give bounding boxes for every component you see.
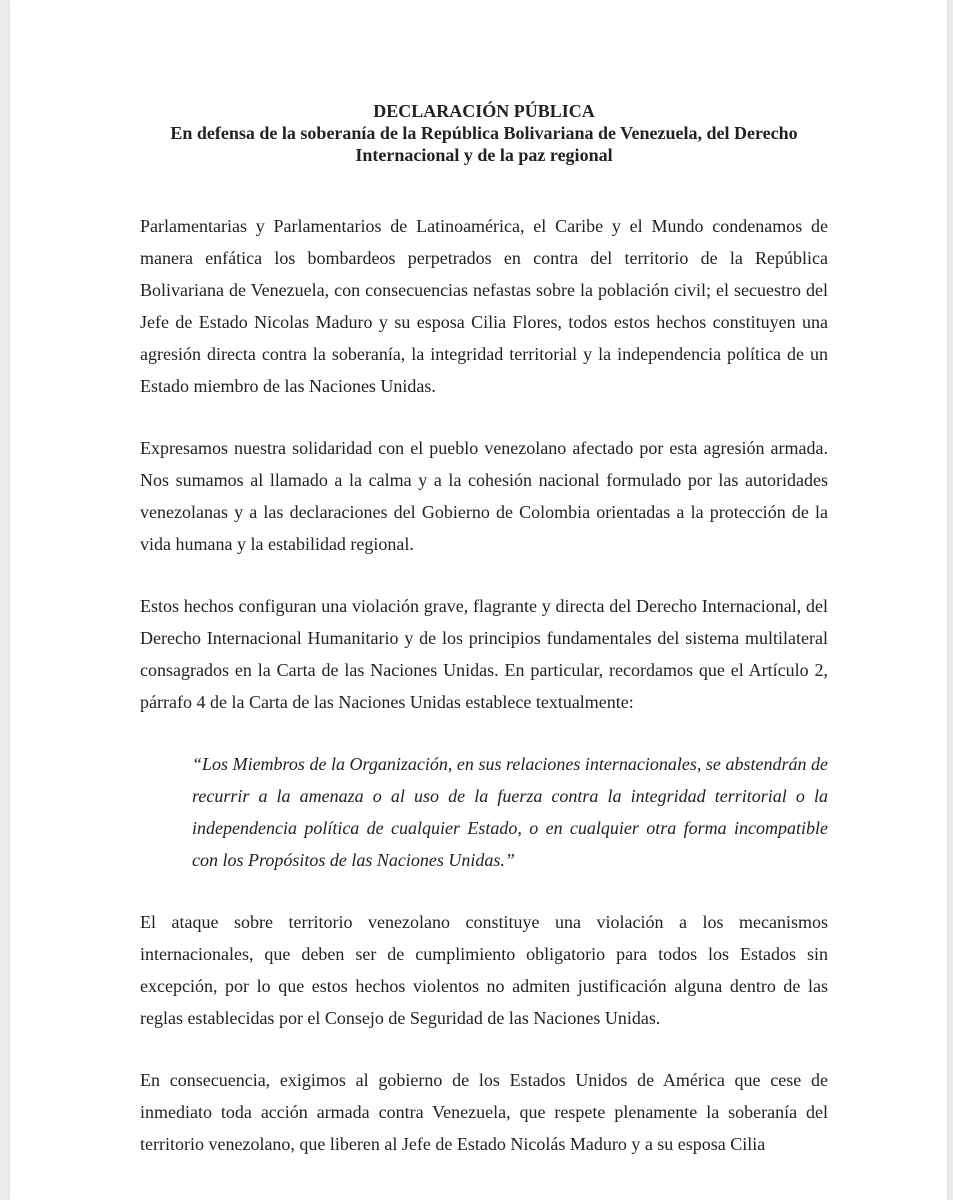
paragraph-international-law: Estos hechos configuran una violación grave, flagrante y directa del Derecho Internacional, del Derecho Internacional Humanitario y de los principios fundamentales del sistema multilateral consagrados en la Carta de las Naciones Unidas. En particular, recordamos que el Artículo 2, párrafo 4 de la Carta de las Naciones Unidas establece textualmente: [140, 596, 828, 712]
document-body [140, 100, 828, 1190]
paragraph-condemnation: Parlamentarias y Parlamentarios de Latinoamérica, el Caribe y el Mundo condenamos de manera enfática los bombardeos perpetrados en contra del territorio de la República Bolivariana de Venezuela, con consecuencias nefastas sobre la población civil; el secuestro del Jefe de Estado Nicolas Maduro y su esposa Cilia Flores, todos estos hechos constituyen una agresión directa contra la soberanía, la integridad territorial y la independencia política de un Estado miembro de las Naciones Unidas. [140, 216, 828, 396]
paragraph-violation: El ataque sobre territorio venezolano constituye una violación a los mecanismos internacionales, que deben ser de cumplimiento obligatorio para todos los Estados sin excepción, por lo que estos hechos violentos no admiten justificación alguna dentro de las reglas establecidas por el Consejo de Seguridad de las Naciones Unidas. [140, 912, 828, 1028]
paragraph-demands: En consecuencia, exigimos al gobierno de los Estados Unidos de América que cese de inmediato toda acción armada contra Venezuela, que respete plenamente la soberanía del territorio venezolano, que liberen al Jefe de Estado Nicolás Maduro y a su esposa Cilia [140, 1070, 828, 1154]
document-page [10, 0, 947, 1200]
document-title: DECLARACIÓN PÚBLICA [373, 101, 595, 121]
un-charter-quote: “Los Miembros de la Organización, en sus relaciones internacionales, se abstendrán de recurrir a la amenaza o al uso de la fuerza contra la integridad territorial o la independencia política de cualquier Estado, o en cualquier otra forma incompatible con los Propósitos de las Naciones Unidas.” [192, 754, 828, 870]
document-subtitle-line-2: Internacional y de la paz regional [355, 145, 613, 165]
paragraph-solidarity: Expresamos nuestra solidaridad con el pueblo venezolano afectado por esta agresión armada. Nos sumamos al llamado a la calma y a la cohesión nacional formulado por las autoridades venezolanas y a las declaraciones del Gobierno de Colombia orientadas a la protección de la vida humana y la estabilidad regional. [140, 438, 828, 554]
document-header [140, 100, 828, 166]
document-subtitle-line-1: En defensa de la soberanía de la República Bolivariana de Venezuela, del Derecho [170, 123, 798, 143]
